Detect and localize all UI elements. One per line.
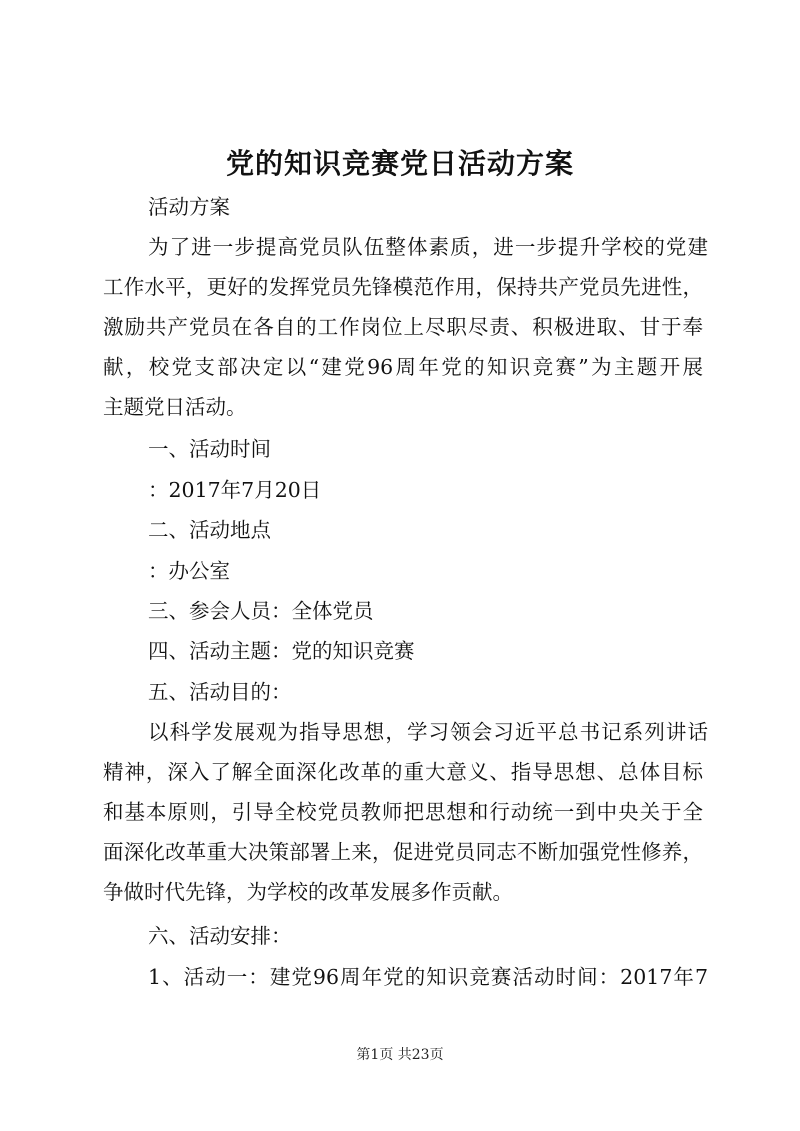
body-line: 为了进一步提高党员队伍整体素质，进一步提升学校的党建 [148,235,708,259]
body-line: ：2017年7月20日 [148,478,322,502]
body-line: 工作水平，更好的发挥党员先锋模范作用，保持共产党员先进性， [103,275,703,299]
body-line: 以科学发展观为指导思想，学习领会习近平总书记系列讲话 [148,720,708,744]
section-heading: 三、参会人员：全体党员 [148,599,374,623]
page-title: 党的知识竞赛党日活动方案 [225,147,574,180]
section-heading: 二、活动地点 [148,518,271,542]
body-line-heading: 活动方案 [148,195,230,219]
body-line: 和基本原则，引导全校党员教师把思想和行动统一到中央关于全 [103,800,703,824]
page-footer: 第1页 共23页 [356,1047,444,1063]
body-line: 献，校党支部决定以“建党96周年党的知识竞赛”为主题开展 [103,355,703,379]
section-heading: 六、活动安排： [148,924,292,948]
body-line: 1、活动一：建党96周年党的知识竞赛活动时间：2017年7 [148,965,708,989]
section-heading: 五、活动目的： [148,680,292,704]
section-heading: 一、活动时间 [148,437,271,461]
section-heading: 四、活动主题：党的知识竞赛 [148,639,415,663]
body-line: ：办公室 [148,559,230,583]
body-line: 争做时代先锋，为学校的改革发展多作贡献。 [103,880,513,904]
body-line: 激励共产党员在各自的工作岗位上尽职尽责、积极进取、甘于奉 [103,315,703,339]
body-line: 精神，深入了解全面深化改革的重大意义、指导思想、总体目标 [103,760,703,784]
body-line: 主题党日活动。 [103,395,247,419]
body-line: 面深化改革重大决策部署上来，促进党员同志不断加强党性修养， [103,840,703,864]
